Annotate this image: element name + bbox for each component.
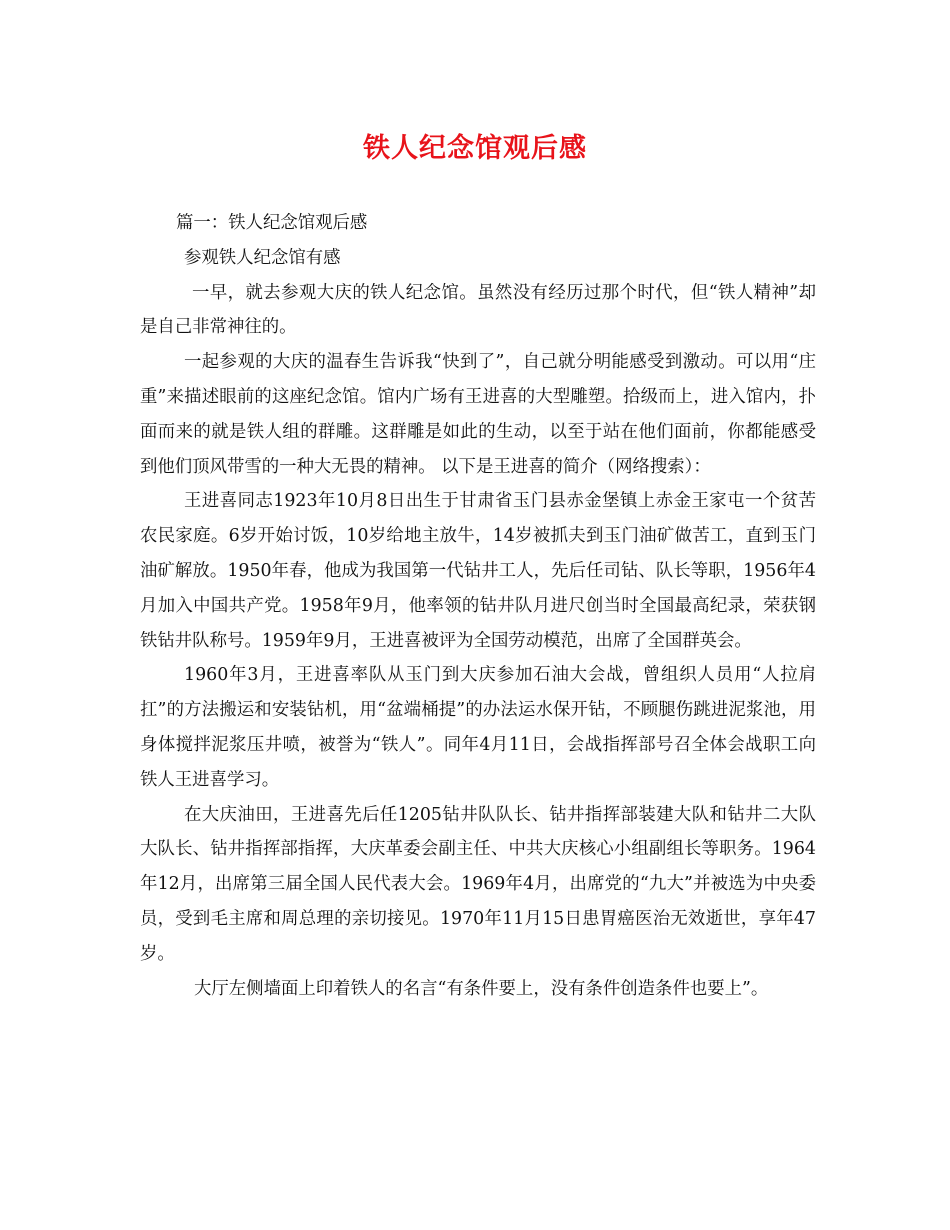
page-title: 铁人纪念馆观后感: [363, 133, 587, 164]
paragraph-visit: 一起参观的大庆的温春生告诉我“快到了”，自己就分明能感受到激动。可以用“庄重”来描述眼前的这座纪念馆。馆内广场有王进喜的大型雕塑。拾级而上，进入馆内，扑面而来的就是铁人组的群雕。这群雕是如此的生动，以至于站在他们面前，你都能感受到他们顶风带雪的一种大无畏的精神。 以下是王进喜的简介（网络搜索）：: [140, 352, 816, 477]
paragraph-daqing-career: 在大庆油田，王进喜先后任1205钻井队队长、钻井指挥部装建大队和钻井二大队大队长、钻井指挥部指挥，大庆革委会副主任、中共大庆核心小组副组长等职务。1964年12月，出席第三届全国人民代表大会。1969年4月，出席党的“九大”并被选为中央委员，受到毛主席和周总理的亲切接见。1970年11月15日患胃癌医治无效逝世，享年47岁。: [140, 804, 816, 964]
subsection-heading: 参观铁人纪念馆有感: [184, 247, 341, 268]
paragraph-1960: 1960年3月，王进喜率队从玉门到大庆参加石油大会战，曾组织人员用“人拉肩扛”的方法搬运和安装钻机，用“盆端桶提”的办法运水保开钻，不顾腿伤跳进泥浆池，用身体搅拌泥浆压井喷，被誉为“铁人”。同年4月11日，会战指挥部号召全体会战职工向铁人王进喜学习。: [140, 665, 816, 790]
paragraph-motto: 大厅左侧墙面上印着铁人的名言“有条件要上，没有条件创造条件也要上”。: [194, 978, 769, 999]
section-heading: 篇一：铁人纪念馆观后感: [176, 213, 368, 233]
article-body: [140, 206, 816, 1006]
paragraph-biography: 王进喜同志1923年10月8日出生于甘肃省玉门县赤金堡镇上赤金王家屯一个贫苦农民家庭。6岁开始讨饭，10岁给地主放牛，14岁被抓夫到玉门油矿做苦工，直到玉门油矿解放。1950年春，他成为我国第一代钻井工人，先后任司钻、队长等职，1956年4月加入中国共产党。1958年9月，他率领的钻井队月进尺创当时全国最高纪录，荣获钢铁钻井队称号。1959年9月，王进喜被评为全国劳动模范，出席了全国群英会。: [140, 491, 816, 651]
paragraph-intro: 一早，就去参观大庆的铁人纪念馆。虽然没有经历过那个时代，但“铁人精神”却是自己非常神往的。: [140, 282, 816, 338]
